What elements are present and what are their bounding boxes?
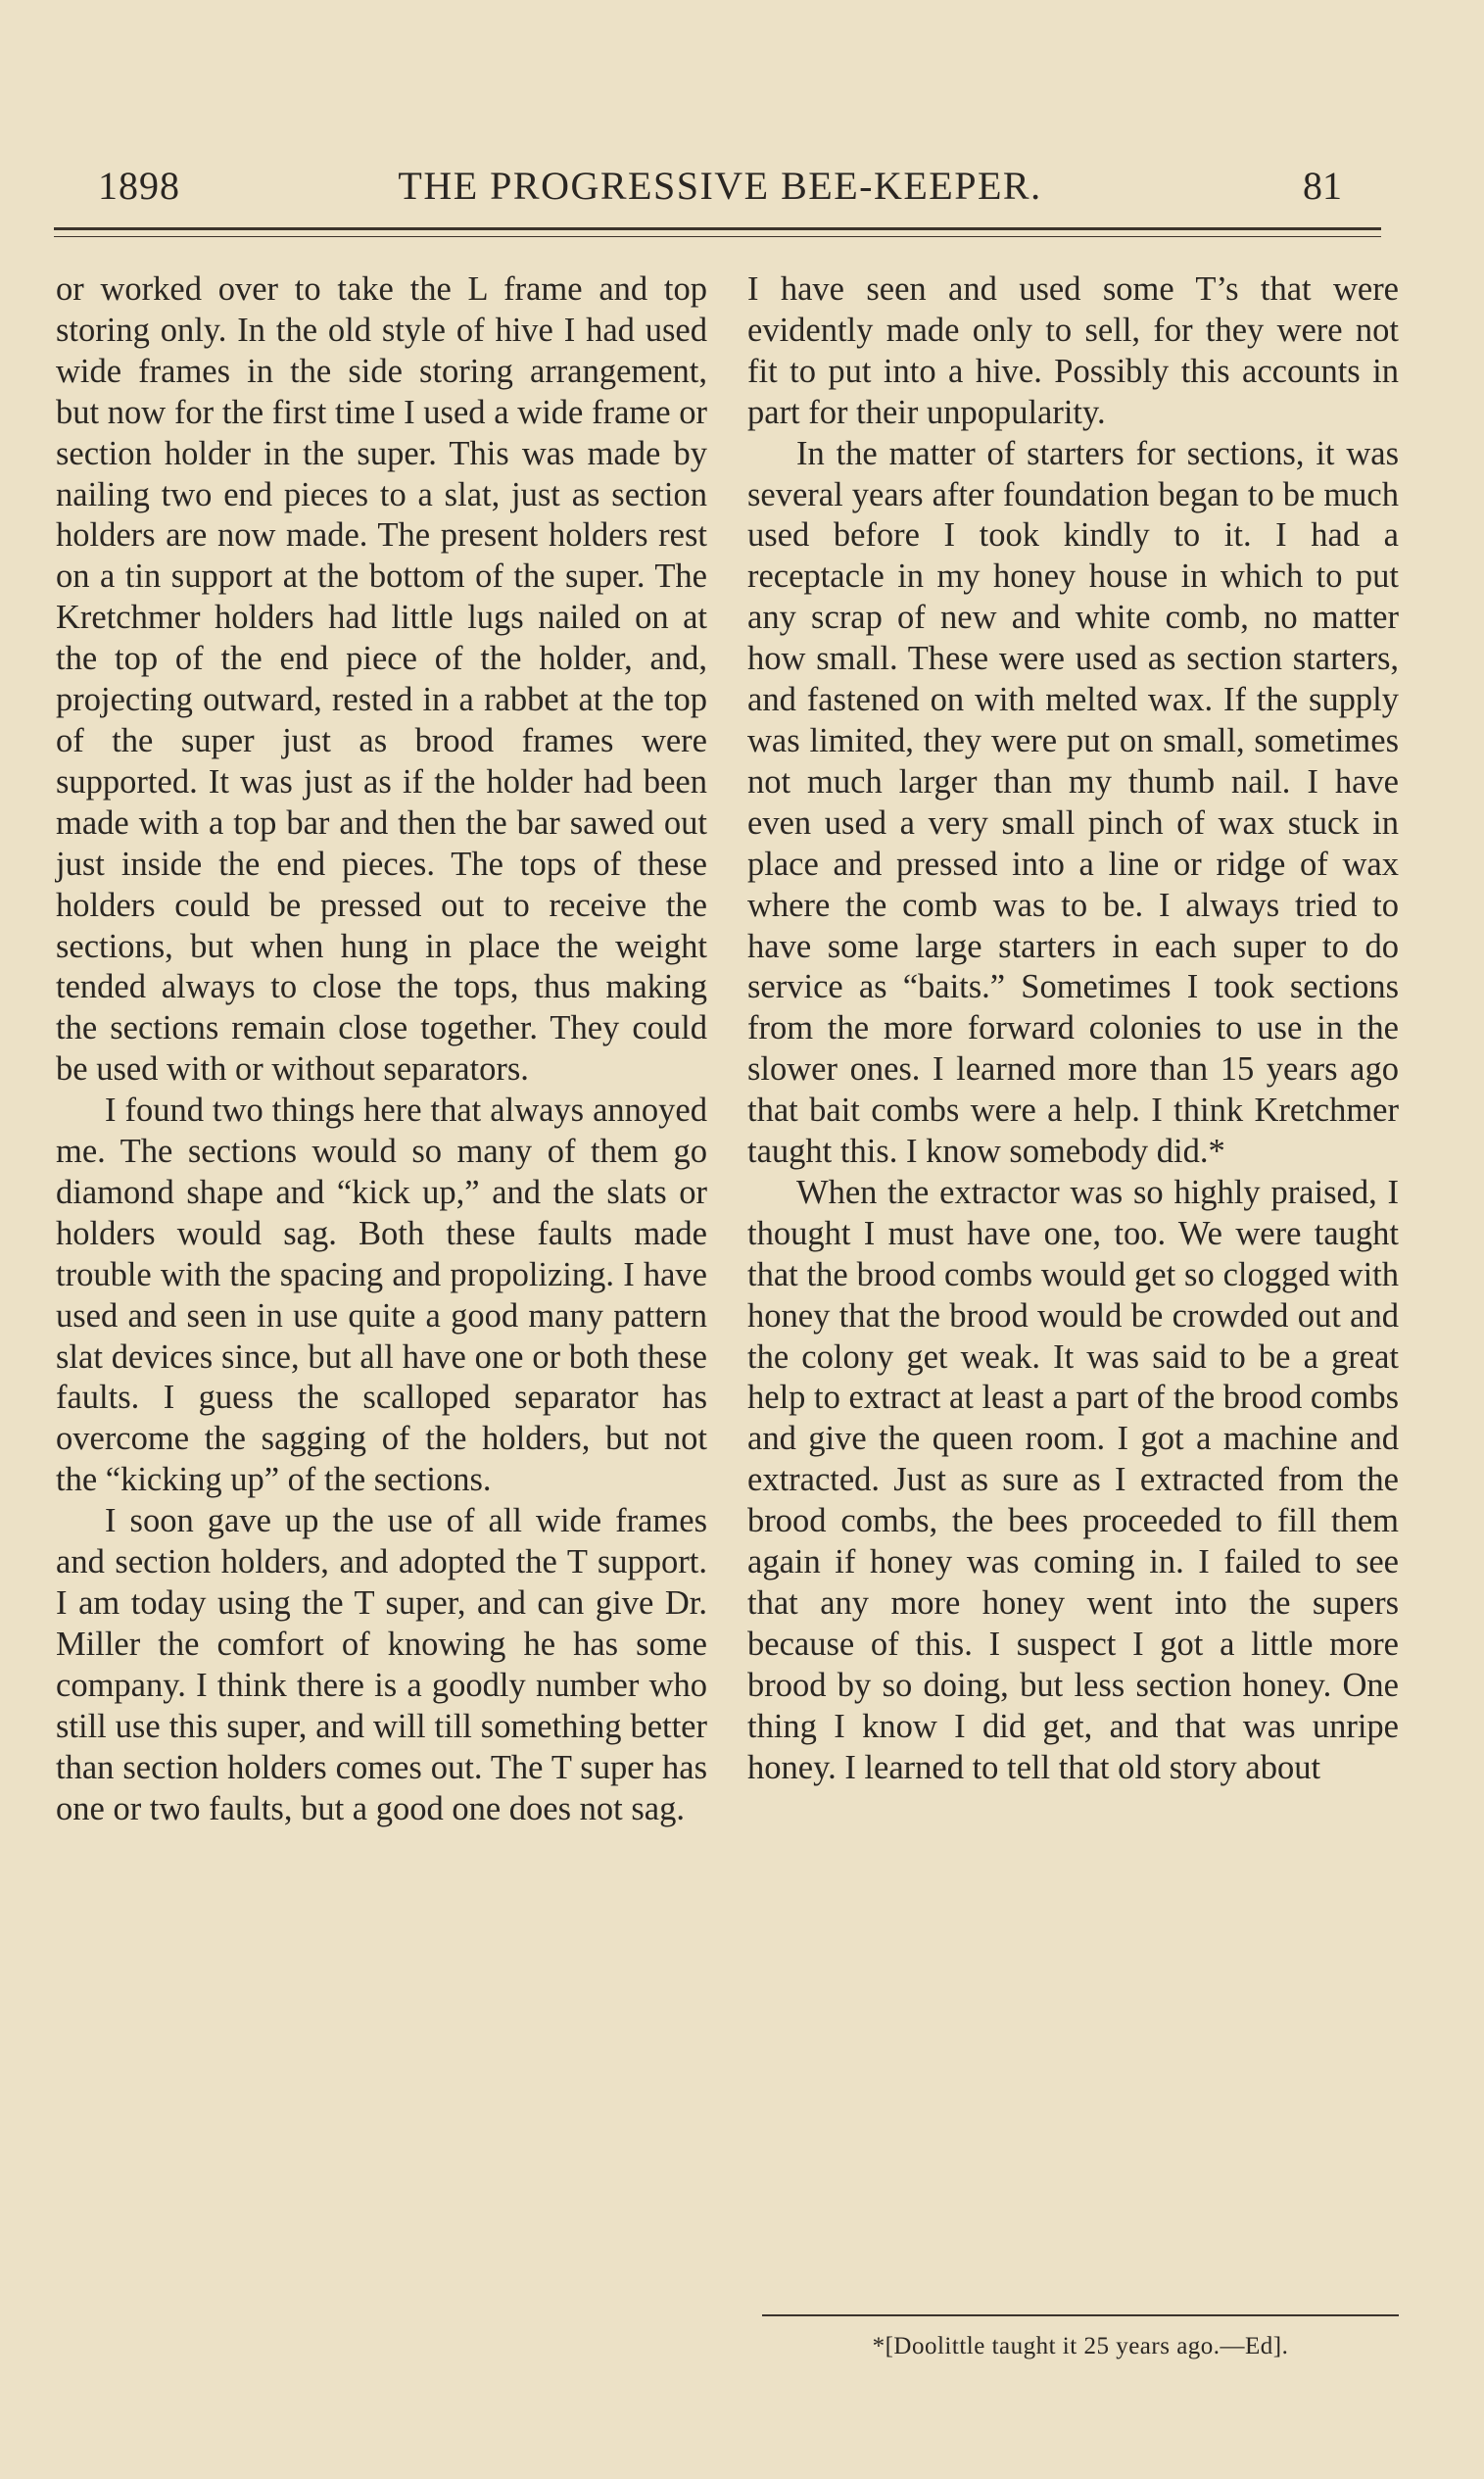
paragraph: I have seen and used some T’s that were evidently made only to sell, for they were not fit to put into a hive. Possibly this accounts in part for their unpopularity.	[747, 270, 1399, 431]
journal-title: THE PROGRESSIVE BEE-KEEPER.	[398, 164, 1042, 208]
header-year: 1898	[98, 164, 180, 208]
paragraph: or worked over to take the L frame and top storing only. In the old style of hive I had used wide frames in the side storing arrangement, but now for the first time I used a wide frame or section holder in the super. This was made by nailing two end pieces to a slat, just as section holders are now made. The present holders rest on a tin support at the bottom of the super. The Kretchmer holders had little lugs nailed on at the top of the end piece of the holder, and, projecting outward, rested in a rabbet at the top of the super just as brood frames were supported. It was just as if the holder had been made with a top bar and then the bar sawed out just inside the end pieces. The tops of these holders could be pressed out to receive the sections, but when hung in place the weight tended always to close the tops, thus making the sections remain close together. They could be used with or without separators.	[56, 270, 707, 1089]
header-rule-thick	[54, 227, 1381, 230]
right-column	[747, 269, 1399, 1789]
paragraph: When the extractor was so highly praised, I thought I must have one, too. We were taught that the brood combs would get so clogged with honey that the brood would be crowded out and the colony get weak. It was said to be a great help to extract at least a part of the brood combs and give the queen room. I got a machine and extracted. Just as sure as I extracted from the brood combs, the bees proceeded to fill them again if honey was coming in. I failed to see that any more honey went into the supers because of this. I suspect I got a little more brood by so doing, but less section honey. One thing I know I did get, and that was unripe honey. I learned to tell that old story about	[747, 1173, 1399, 1786]
paragraph: I soon gave up the use of all wide frames and section holders, and adopted the T support. I am today using the T super, and can give Dr. Miller the comfort of knowing he has some company. I think there is a goodly number who still use this super, and will till something better than section holders comes out. The T super has one or two faults, but a good one does not sag.	[56, 1502, 707, 1827]
page-number: 81	[1303, 164, 1342, 208]
paragraph: I found two things here that always annoyed me. The sections would so many of them go diamond shape and “kick up,” and the slats or holders would sag. Both these faults made trouble with the spacing and propolizing. I have used and seen in use quite a good many pattern slat devices since, but all have one or both these faults. I guess the scalloped separator has overcome the sagging of the holders, but not the “kicking up” of the sections.	[56, 1092, 707, 1499]
header-rule-thin	[54, 236, 1381, 237]
footnote: *[Doolittle taught it 25 years ago.—Ed].	[872, 2333, 1289, 2359]
footnote-rule	[762, 2314, 1399, 2316]
left-column	[56, 269, 707, 1829]
paragraph: In the matter of starters for sections, it was several years after foundation began to be much used before I took kindly to it. I had a receptacle in my honey house in which to put any scrap of new and white comb, no matter how small. These were used as section starters, and fastened on with melted wax. If the supply was limited, they were put on small, sometimes not much larger than my thumb nail. I have even used a very small pinch of wax stuck in place and pressed into a line or ridge of wax where the comb was to be. I always tried to have some large starters in each super to do service as “baits.” Sometimes I took sections from the more forward colonies to use in the slower ones. I learned more than 15 years ago that bait combs were a help. I think Kretchmer taught this. I know somebody did.*	[747, 434, 1399, 1171]
